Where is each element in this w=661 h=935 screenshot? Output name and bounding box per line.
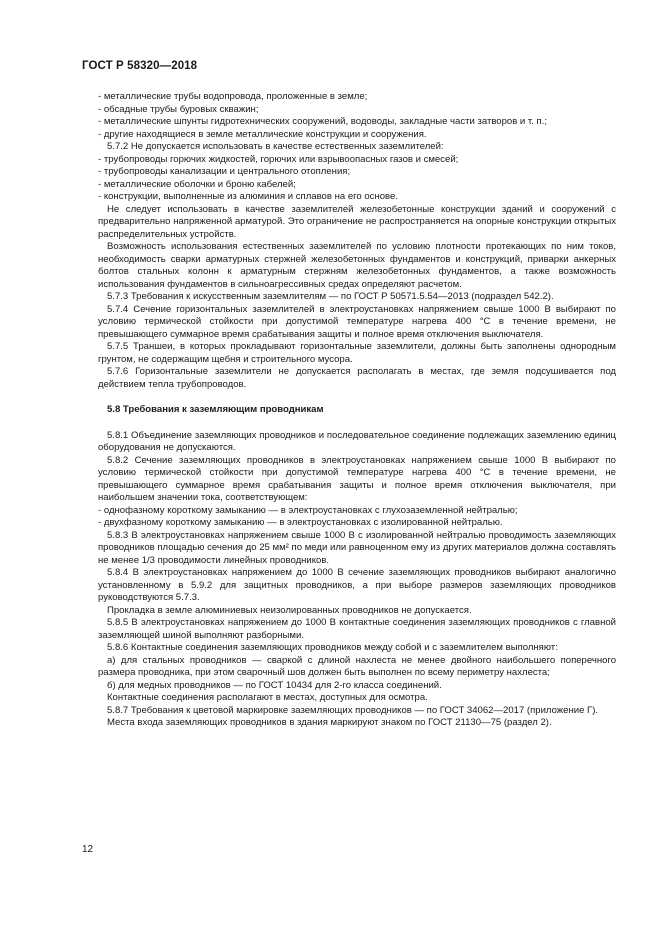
paragraph: 5.8.6 Контактные соединения заземляющих проводников между собой и с заземлителем выполняют: bbox=[107, 642, 558, 653]
paragraph: 5.8.1 Объединение заземляющих проводников и последовательное соединение подлежащих заземлению единиц оборудования не допускаются. bbox=[98, 429, 616, 453]
list-item: - однофазному короткому замыканию — в электроустановках с глухозаземленной нейтралью; bbox=[98, 505, 616, 518]
paragraph: Контактные соединения располагают в местах, доступных для осмотра. bbox=[107, 692, 428, 703]
paragraph: Не следует использовать в качестве заземлителей железобетонные конструкции зданий и сооружений с предварительно напряженной арматурой. Это ограничение не распространяется на опорные конструкции открытых распределительных устройств. bbox=[98, 203, 616, 240]
list-item: - другие находящиеся в земле металлические конструкции и сооружения. bbox=[98, 129, 616, 142]
paragraph: 5.8.4 В электроустановках напряжением до 1000 В сечение заземляющих проводников выбирают аналогично установленному в 5.9.2 для защитных проводников, а при выборе размеров заземляющих проводников руководствуются 5.7.3. bbox=[98, 567, 616, 603]
list-item: - обсадные трубы буровых скважин; bbox=[98, 104, 616, 117]
paragraph: Прокладка в земле алюминиевых неизолированных проводников не допускается. bbox=[107, 604, 472, 616]
list-item: - металлические трубы водопровода, проложенные в земле; bbox=[98, 91, 616, 104]
paragraph: а) для стальных проводников — сваркой с длиной нахлеста не менее двойного наибольшего поперечного размера проводника, при этом сварочный шов должен быть выполнен по всему периметру нахлеста; bbox=[98, 654, 616, 678]
paragraph: 5.8.3 В электроустановках напряжением свыше 1000 В с изолированной нейтралью проводимость заземляющих проводников площадью сечения до 25 мм² по меди или равноценном ему из других материалов должна составлять не менее 1/3 проводимости линейных проводников. bbox=[98, 529, 616, 566]
list-item: - металлические оболочки и броню кабелей; bbox=[98, 179, 616, 192]
list-item: - трубопроводы канализации и центрального отопления; bbox=[98, 166, 616, 179]
paragraph: б) для медных проводников — по ГОСТ 10434 для 2-го класса соединений. bbox=[107, 679, 442, 691]
spacer bbox=[98, 417, 616, 430]
paragraph: 5.8.2 Сечение заземляющих проводников в электроустановках напряжением свыше 1000 В выбирают по условию термической стойкости при допустимой температуре нагрева 400 °С в течение времени, не превышающего суммарное время срабатывания защиты и полное время отключения выключателя, при наибольшем значении тока, соответствующем: bbox=[98, 454, 616, 503]
list-item: - двухфазному короткому замыканию — в электроустановках с изолированной нейтралью. bbox=[98, 517, 616, 530]
paragraph: 5.7.4 Сечение горизонтальных заземлителей в электроустановках напряжением свыше 1000 В выбирают по условию термической стойкости при допустимой температуре нагрева 400 °С в течение времени, не превышающего суммарное время срабатывания защиты и полное время отключения выключателя. bbox=[98, 303, 616, 340]
document-body bbox=[98, 91, 616, 730]
paragraph: 5.7.6 Горизонтальные заземлители не допускается располагать в местах, где земля подсушивается под действием тепла трубопроводов. bbox=[98, 366, 616, 390]
list-item: - конструкции, выполненные из алюминия и сплавов на его основе. bbox=[98, 191, 616, 204]
paragraph: 5.7.5 Траншеи, в которых прокладывают горизонтальные заземлители, должны быть заполнены однородным грунтом, не содержащим щебня и строительного мусора. bbox=[98, 341, 616, 365]
list-item: - металлические шпунты гидротехнических сооружений, водоводы, закладные части затворов и т. п.; bbox=[98, 116, 616, 129]
page-number: 12 bbox=[82, 844, 94, 855]
section-heading: 5.8 Требования к заземляющим проводникам bbox=[107, 404, 324, 415]
paragraph: Места входа заземляющих проводников в здания маркируют знаком по ГОСТ 21130—75 (раздел 2). bbox=[107, 717, 552, 728]
paragraph: 5.7.2 Не допускается использовать в качестве естественных заземлителей: bbox=[107, 141, 444, 152]
list-item: - трубопроводы горючих жидкостей, горючих или взрывоопасных газов и смесей; bbox=[98, 154, 616, 167]
paragraph: 5.8.5 В электроустановках напряжением до 1000 В контактные соединения заземляющих проводников с главной заземляющей шиной выполняют разборными. bbox=[98, 617, 616, 641]
paragraph: 5.8.7 Требования к цветовой маркировке заземляющих проводников — по ГОСТ 34062—2017 (приложение Г). bbox=[107, 704, 599, 716]
paragraph: 5.7.3 Требования к искусственным заземлителям — по ГОСТ Р 50571.5.54—2013 (подраздел 542.2). bbox=[107, 291, 554, 302]
paragraph: Возможность использования естественных заземлителей по условию плотности протекающих по ним токов, необходимость сварки арматурных стержней железобетонных фундаментов и конструкций, приварки анкерных болтов стальных колонн к арматурным стержням железобетонных фундаментов, а также возможность использования фундаментов в сильноагрессивных средах определяют расчетом. bbox=[98, 241, 616, 290]
page-header: ГОСТ Р 58320—2018 bbox=[82, 60, 198, 72]
spacer bbox=[98, 391, 616, 404]
